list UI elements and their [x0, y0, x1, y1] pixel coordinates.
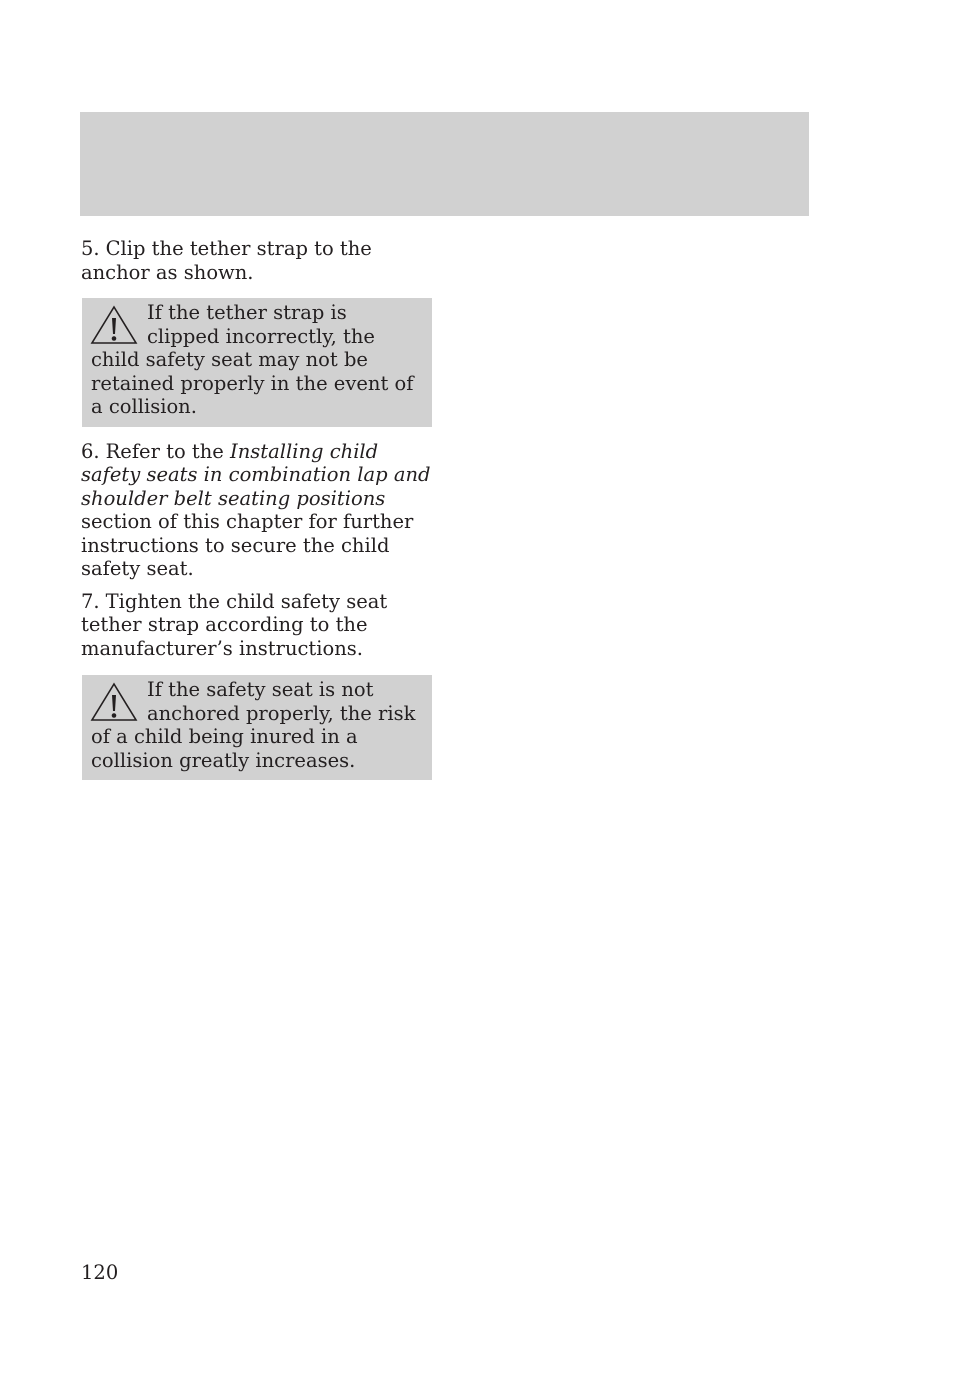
step-number: 6. — [81, 439, 100, 463]
warning-text: If the safety seat is not anchored properly, the risk of a child being inured in a collision greatly increases. — [91, 678, 416, 772]
page-number: 120 — [81, 1261, 119, 1284]
step-number: 5. — [81, 237, 100, 260]
warning-box-seat-anchor — [82, 675, 432, 780]
warning-box-tether-clip — [82, 298, 432, 427]
step-text: Tighten the child safety seat tether strap according to the manufacturer’s instructions. — [81, 589, 388, 660]
content-column — [81, 237, 433, 780]
instruction-step-7 — [81, 590, 433, 661]
step-text-lead: Refer to the — [105, 439, 231, 463]
chapter-header-band — [80, 112, 809, 216]
warning-triangle-icon — [90, 305, 138, 347]
warning-triangle-icon — [90, 682, 138, 724]
step-text: Clip the tether strap to the anchor as shown. — [81, 237, 372, 284]
step-text-tail: section of this chapter for further instructions to secure the child safety seat. — [81, 510, 414, 580]
section-reference: Installing child safety seats in combination lap and shoulder belt seating positions — [81, 439, 431, 510]
step-number: 7. — [81, 589, 100, 613]
warning-text: If the tether strap is clipped incorrectly, the child safety seat may not be retained properly in the event of a collision. — [91, 301, 414, 418]
instruction-step-5 — [81, 237, 433, 284]
instruction-step-6 — [81, 440, 433, 581]
